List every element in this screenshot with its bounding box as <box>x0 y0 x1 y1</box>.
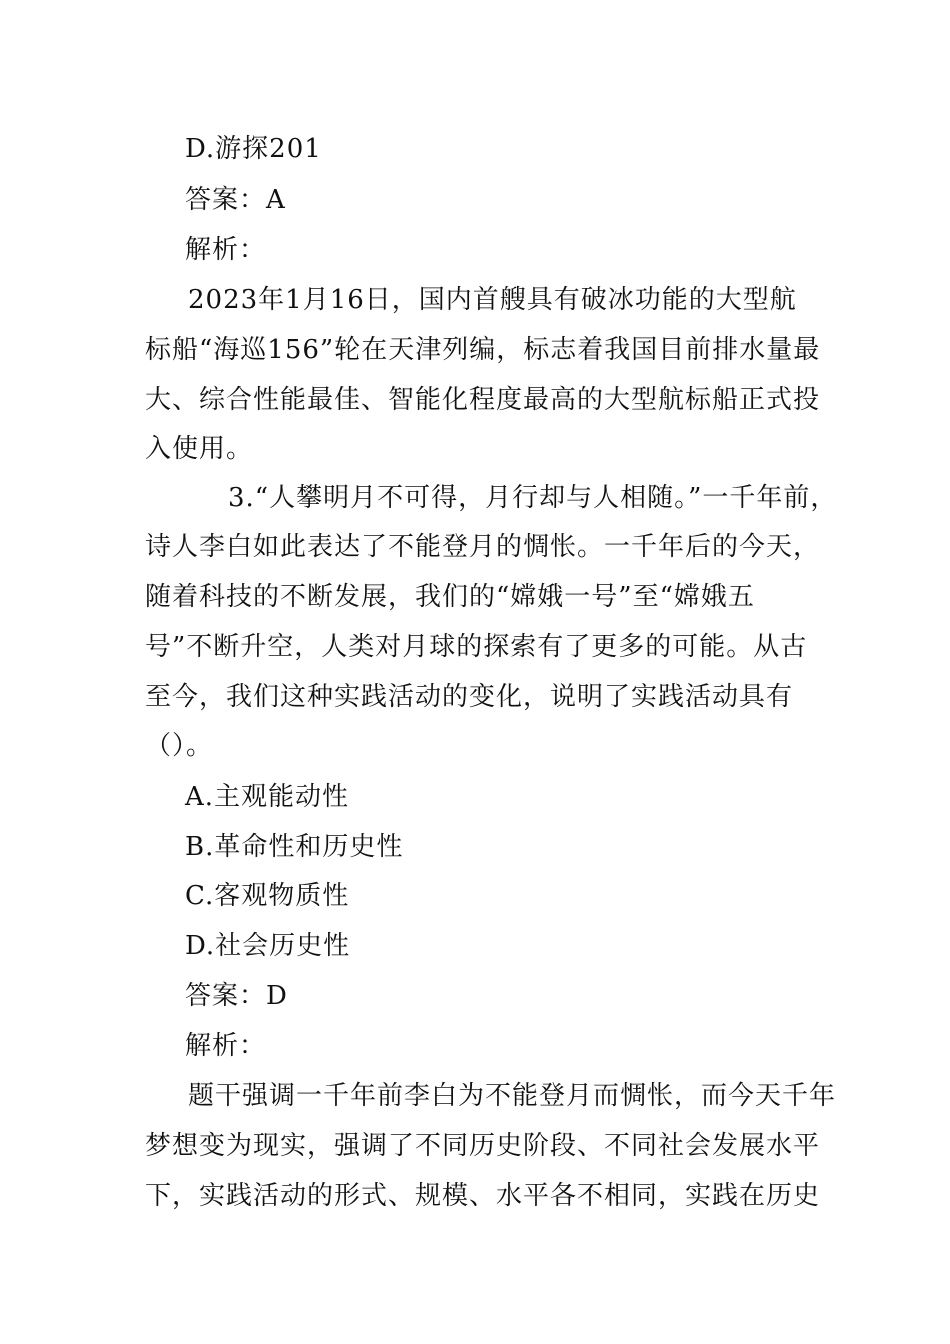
q3-option-a: A.主观能动性 <box>185 782 350 812</box>
q3-stem-line-6: （）。 <box>145 731 214 761</box>
q2-analysis-line-1: 2023年1月16日，国内首艘具有破冰功能的大型航 <box>188 285 797 315</box>
q3-option-d: D.社会历史性 <box>185 931 351 961</box>
q3-stem-line-2: 诗人李白如此表达了不能登月的惆怅。一千年后的今天， <box>145 532 821 562</box>
q2-option-d: D.游探201 <box>185 134 322 164</box>
q2-answer: 答案：A <box>185 185 286 215</box>
q3-stem-line-5: 至今，我们这种实践活动的变化，说明了实践活动具有 <box>145 682 794 712</box>
q3-option-b: B.革命性和历史性 <box>185 832 404 862</box>
q2-analysis-label: 解析： <box>185 235 267 265</box>
q2-analysis-line-3: 大、综合性能最佳、智能化程度最高的大型航标船正式投 <box>145 385 821 415</box>
q3-option-c: C.客观物质性 <box>185 881 350 911</box>
q3-analysis-line-1: 题干强调一千年前李白为不能登月而惆怅，而今天千年 <box>188 1081 837 1111</box>
q3-analysis-line-3: 下，实践活动的形式、规模、水平各不相同，实践在历史 <box>145 1181 821 1211</box>
q3-answer: 答案：D <box>185 981 288 1011</box>
q3-stem-line-3: 随着科技的不断发展，我们的“嫦娥一号”至“嫦娥五 <box>145 582 755 612</box>
q3-stem-line-1: 3.“人攀明月不可得，月行却与人相随。”一千年前， <box>228 483 838 513</box>
q3-analysis-label: 解析： <box>185 1031 267 1061</box>
q2-analysis-line-2: 标船“海巡156”轮在天津列编，标志着我国目前排水量最 <box>145 335 821 365</box>
q3-analysis-line-2: 梦想变为现实，强调了不同历史阶段、不同社会发展水平 <box>145 1131 821 1161</box>
q3-stem-line-4: 号”不断升空，人类对月球的探索有了更多的可能。从古 <box>145 632 808 662</box>
q2-analysis-line-4: 入使用。 <box>145 434 254 464</box>
